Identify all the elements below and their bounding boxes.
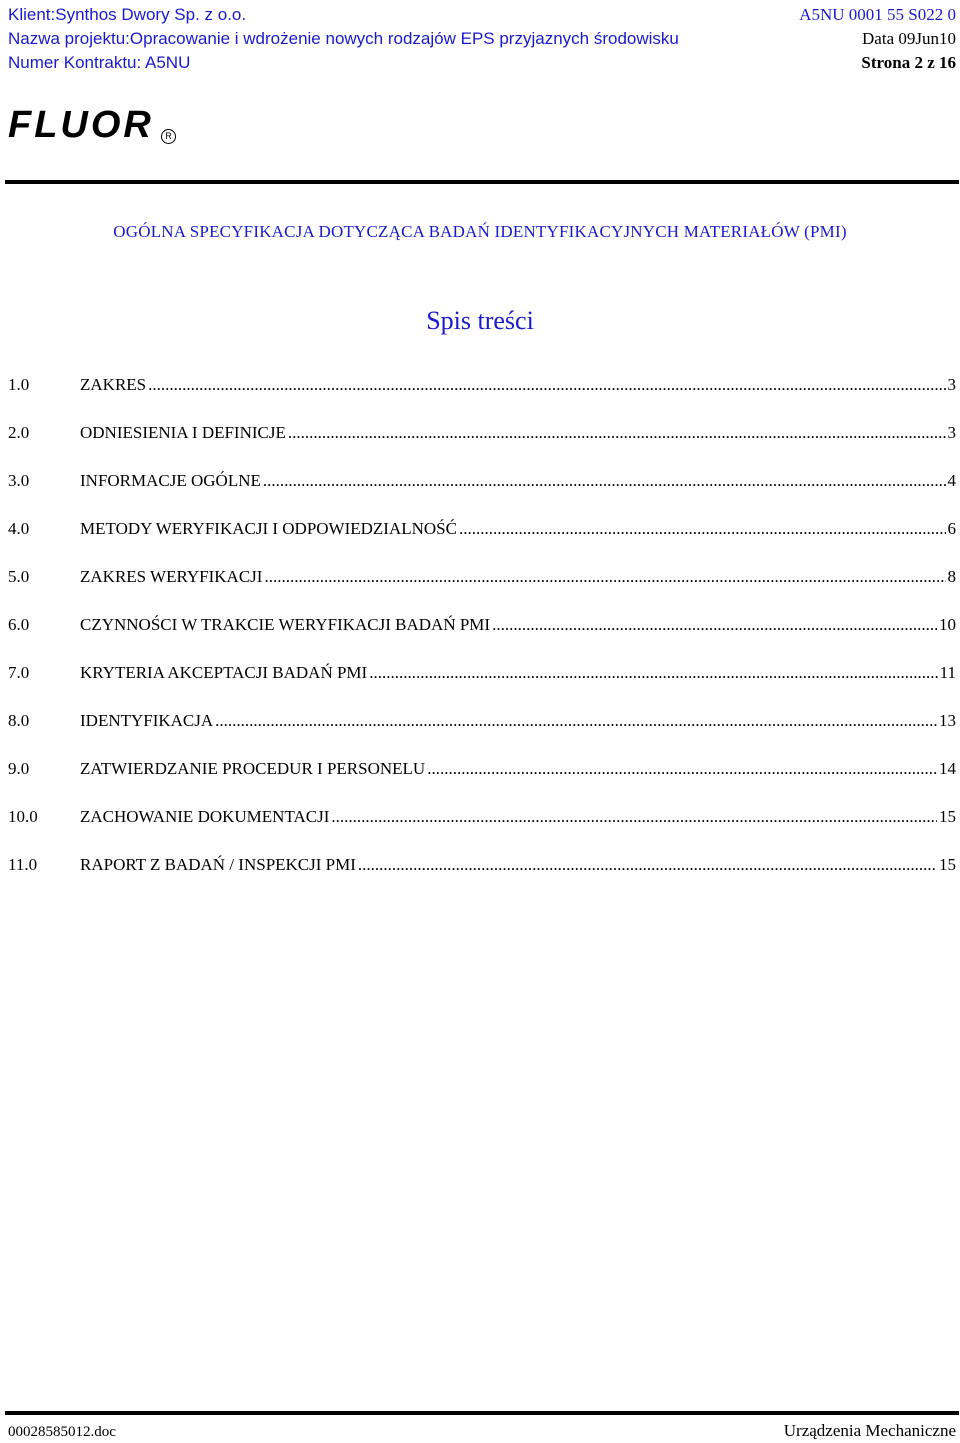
toc-entry[interactable] [8, 373, 956, 421]
toc-leader-dots [459, 517, 946, 541]
client-name: Klient:Synthos Dwory Sp. z o.o. [8, 5, 247, 24]
footer-divider [5, 1411, 959, 1415]
toc-leader-dots [358, 853, 937, 877]
toc-leader-dots [288, 421, 946, 445]
toc-entry-number: 9.0 [8, 759, 30, 778]
toc-entry[interactable] [8, 613, 956, 661]
toc-leader-dots [492, 613, 937, 637]
toc-leader-dots [263, 469, 946, 493]
toc-entry-number: 2.0 [8, 423, 30, 442]
header-row-contract [8, 53, 956, 73]
toc-entry-page: 15 [939, 807, 956, 826]
toc-entry-label: ZAKRES [80, 375, 147, 394]
toc-entry-number: 5.0 [8, 567, 30, 586]
toc-entry-label: RAPORT Z BADAŃ / INSPEKCJI PMI [80, 855, 356, 874]
toc-leader-dots [148, 373, 945, 397]
toc-entry-page: 14 [939, 759, 956, 778]
toc-entry[interactable] [8, 853, 956, 901]
toc-entry-label: IDENTYFIKACJA [80, 711, 214, 730]
toc-entry-page: 4 [947, 471, 956, 490]
header-divider [5, 180, 959, 184]
toc-entry-number: 6.0 [8, 615, 30, 634]
toc-entry-label: ZATWIERDZANIE PROCEDUR I PERSONELU [80, 759, 426, 778]
toc-entry-number: 4.0 [8, 519, 30, 538]
header-row-project [8, 29, 956, 49]
toc-entry-page: 11 [939, 663, 956, 682]
toc-leader-dots [331, 805, 937, 829]
document-date: Data 09Jun10 [862, 29, 956, 48]
table-of-contents [8, 373, 956, 901]
toc-entry-page: 10 [939, 615, 956, 634]
toc-entry-number: 7.0 [8, 663, 30, 682]
toc-entry-page: 3 [947, 423, 956, 442]
toc-entry-number: 11.0 [8, 855, 38, 874]
header-row-client [8, 5, 956, 25]
contract-number: Numer Kontraktu: A5NU [8, 53, 191, 72]
toc-entry-page: 8 [947, 567, 956, 586]
toc-title: Spis treści [426, 306, 534, 335]
toc-entry[interactable] [8, 469, 956, 517]
page-indicator: Strona 2 z 16 [861, 53, 956, 72]
toc-entry[interactable] [8, 565, 956, 613]
toc-entry-label: ODNIESIENIA I DEFINICJE [80, 423, 286, 442]
toc-leader-dots [264, 565, 945, 589]
toc-entry-label: INFORMACJE OGÓLNE [80, 471, 261, 490]
toc-entry-number: 3.0 [8, 471, 30, 490]
toc-entry-page: 3 [947, 375, 956, 394]
toc-entry-page: 6 [947, 519, 956, 538]
footer-department: Urządzenia Mechaniczne [783, 1421, 956, 1440]
toc-leader-dots [369, 661, 937, 685]
toc-leader-dots [427, 757, 937, 781]
toc-entry[interactable] [8, 757, 956, 805]
document-number: A5NU 0001 55 S022 0 [799, 5, 956, 24]
document-title: OGÓLNA SPECYFIKACJA DOTYCZĄCA BADAŃ IDENTYFIKACYJNYCH MATERIAŁÓW (PMI) [113, 222, 847, 241]
registered-mark-icon: R [161, 129, 176, 144]
toc-entry-label: ZAKRES WERYFIKACJI [80, 567, 263, 586]
toc-entry[interactable] [8, 709, 956, 757]
toc-entry[interactable] [8, 661, 956, 709]
toc-entry-number: 1.0 [8, 375, 30, 394]
toc-entry-label: KRYTERIA AKCEPTACJI BADAŃ PMI [80, 663, 368, 682]
toc-entry-number: 8.0 [8, 711, 30, 730]
toc-entry-page: 13 [939, 711, 956, 730]
logo-wordmark: FLUOR [8, 104, 154, 146]
footer-filename: 00028585012.doc [8, 1424, 116, 1440]
toc-entry-label: METODY WERYFIKACJI I ODPOWIEDZIALNOŚĆ [80, 519, 457, 538]
toc-entry-number: 10.0 [8, 807, 38, 826]
toc-entry-page: 15 [939, 855, 956, 874]
toc-entry[interactable] [8, 517, 956, 565]
toc-entry-label: ZACHOWANIE DOKUMENTACJI [80, 807, 330, 826]
toc-leader-dots [215, 709, 937, 733]
toc-entry[interactable] [8, 421, 956, 469]
project-name: Nazwa projektu:Opracowanie i wdrożenie nowych rodzajów EPS przyjaznych środowisku [8, 29, 679, 48]
page-footer [8, 1421, 956, 1441]
fluor-logo [8, 104, 172, 146]
toc-entry[interactable] [8, 805, 956, 853]
toc-entry-label: CZYNNOŚCI W TRAKCIE WERYFIKACJI BADAŃ PMI [80, 615, 491, 634]
